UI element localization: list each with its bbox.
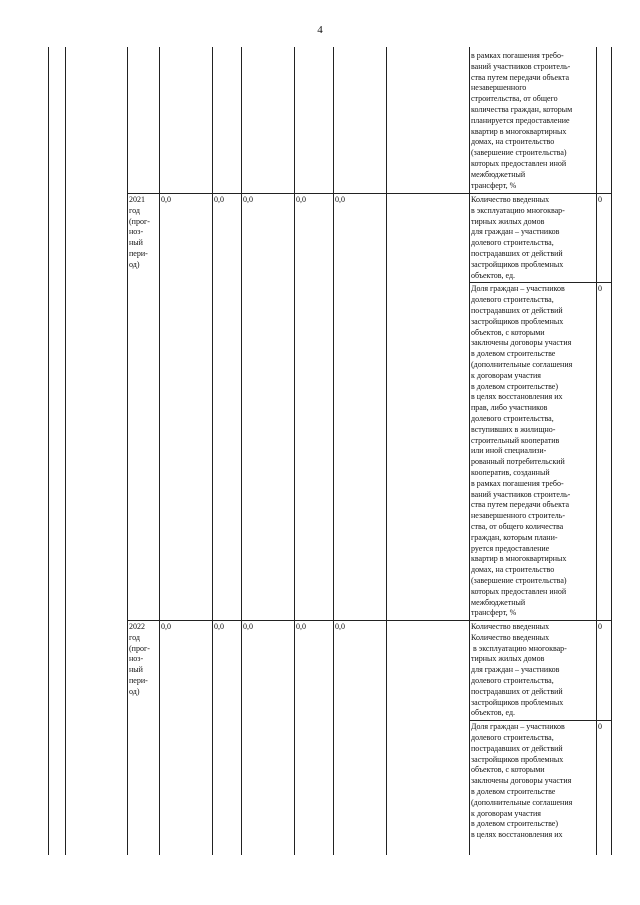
value-cell: 0,0 <box>214 622 224 631</box>
year-cell: 2022 год (прог- ноз- ный пери- од) <box>129 622 150 696</box>
indicator-border <box>469 282 611 283</box>
indicator-value: 0 <box>598 195 602 204</box>
column-border <box>469 47 470 855</box>
value-cell: 0,0 <box>161 622 171 631</box>
value-cell: 0,0 <box>296 195 306 204</box>
value-cell: 0,0 <box>296 622 306 631</box>
indicator-text: Количество введенных Количество введенных в эксплуатацию многоквар- тирных жилых домов для граждан – участников долевого строительства, пострадавших от действий застройщиков проблемных объектов, ед. <box>471 622 567 718</box>
year-cell: 2021 год (прог- ноз- ный пери- од) <box>129 195 150 269</box>
column-border <box>611 47 612 855</box>
row-border <box>127 193 611 194</box>
indicator-value: 0 <box>598 722 602 732</box>
indicator-value: 0 <box>598 622 602 631</box>
column-border <box>212 47 213 855</box>
value-cell: 0,0 <box>243 622 253 631</box>
indicator-text: Доля граждан – участников долевого строительства, пострадавших от действий застройщиков проблемных объектов, с которыми заключены договоры участия в долевом строительстве (дополнительные соглашения к договорам участия в долевом строительстве) в целях восстановления их <box>471 722 573 840</box>
column-border <box>127 47 128 855</box>
column-border <box>241 47 242 855</box>
column-border <box>294 47 295 855</box>
indicator-text: Доля граждан – участников долевого строительства, пострадавших от действий застройщиков проблемных объектов, с которыми заключены договоры участия в долевом строительстве (дополнительные соглашения к договорам участия в долевом строительстве) в целях восстановления их прав, либо участников долевого строительства, вступивших в жилищно- строительный кооператив или иной специализи- рованный потребительский кооператив, созданный в рамках погашения требо- ваний участников строитель- ства путем передачи объекта незавершенного строитель- ства, от общего количества граждан, которым плани- руется предоставление квартир в многоквартирных домах, на строительство (завершение строительства) которых предоставлен иной межбюджетный трансферт, % <box>471 284 573 618</box>
value-cell: 0,0 <box>214 195 224 204</box>
value-cell: 0,0 <box>335 195 345 204</box>
column-border <box>596 47 597 855</box>
value-cell: 0,0 <box>335 622 345 631</box>
indicator-border <box>469 720 611 721</box>
column-border <box>65 47 66 855</box>
page-number: 4 <box>317 24 323 36</box>
indicator-value: 0 <box>598 284 602 294</box>
column-border <box>386 47 387 855</box>
row-border <box>127 620 611 621</box>
column-border <box>333 47 334 855</box>
column-border <box>48 47 49 855</box>
continuation-text: в рамках погашения требо- ваний участников строитель- ства путем передачи объекта незавершенного строительства, от общего количества граждан, которым планируется предоставление квартир в многоквартирных домах, на строительство (завершение строительства) которых предоставлен иной межбюджетный трансферт, % <box>471 51 573 190</box>
value-cell: 0,0 <box>161 195 171 204</box>
column-border <box>159 47 160 855</box>
indicator-text: Количество введенных в эксплуатацию многоквар- тирных жилых домов для граждан – участников долевого строительства, пострадавших от действий застройщиков проблемных объектов, ед. <box>471 195 565 280</box>
value-cell: 0,0 <box>243 195 253 204</box>
